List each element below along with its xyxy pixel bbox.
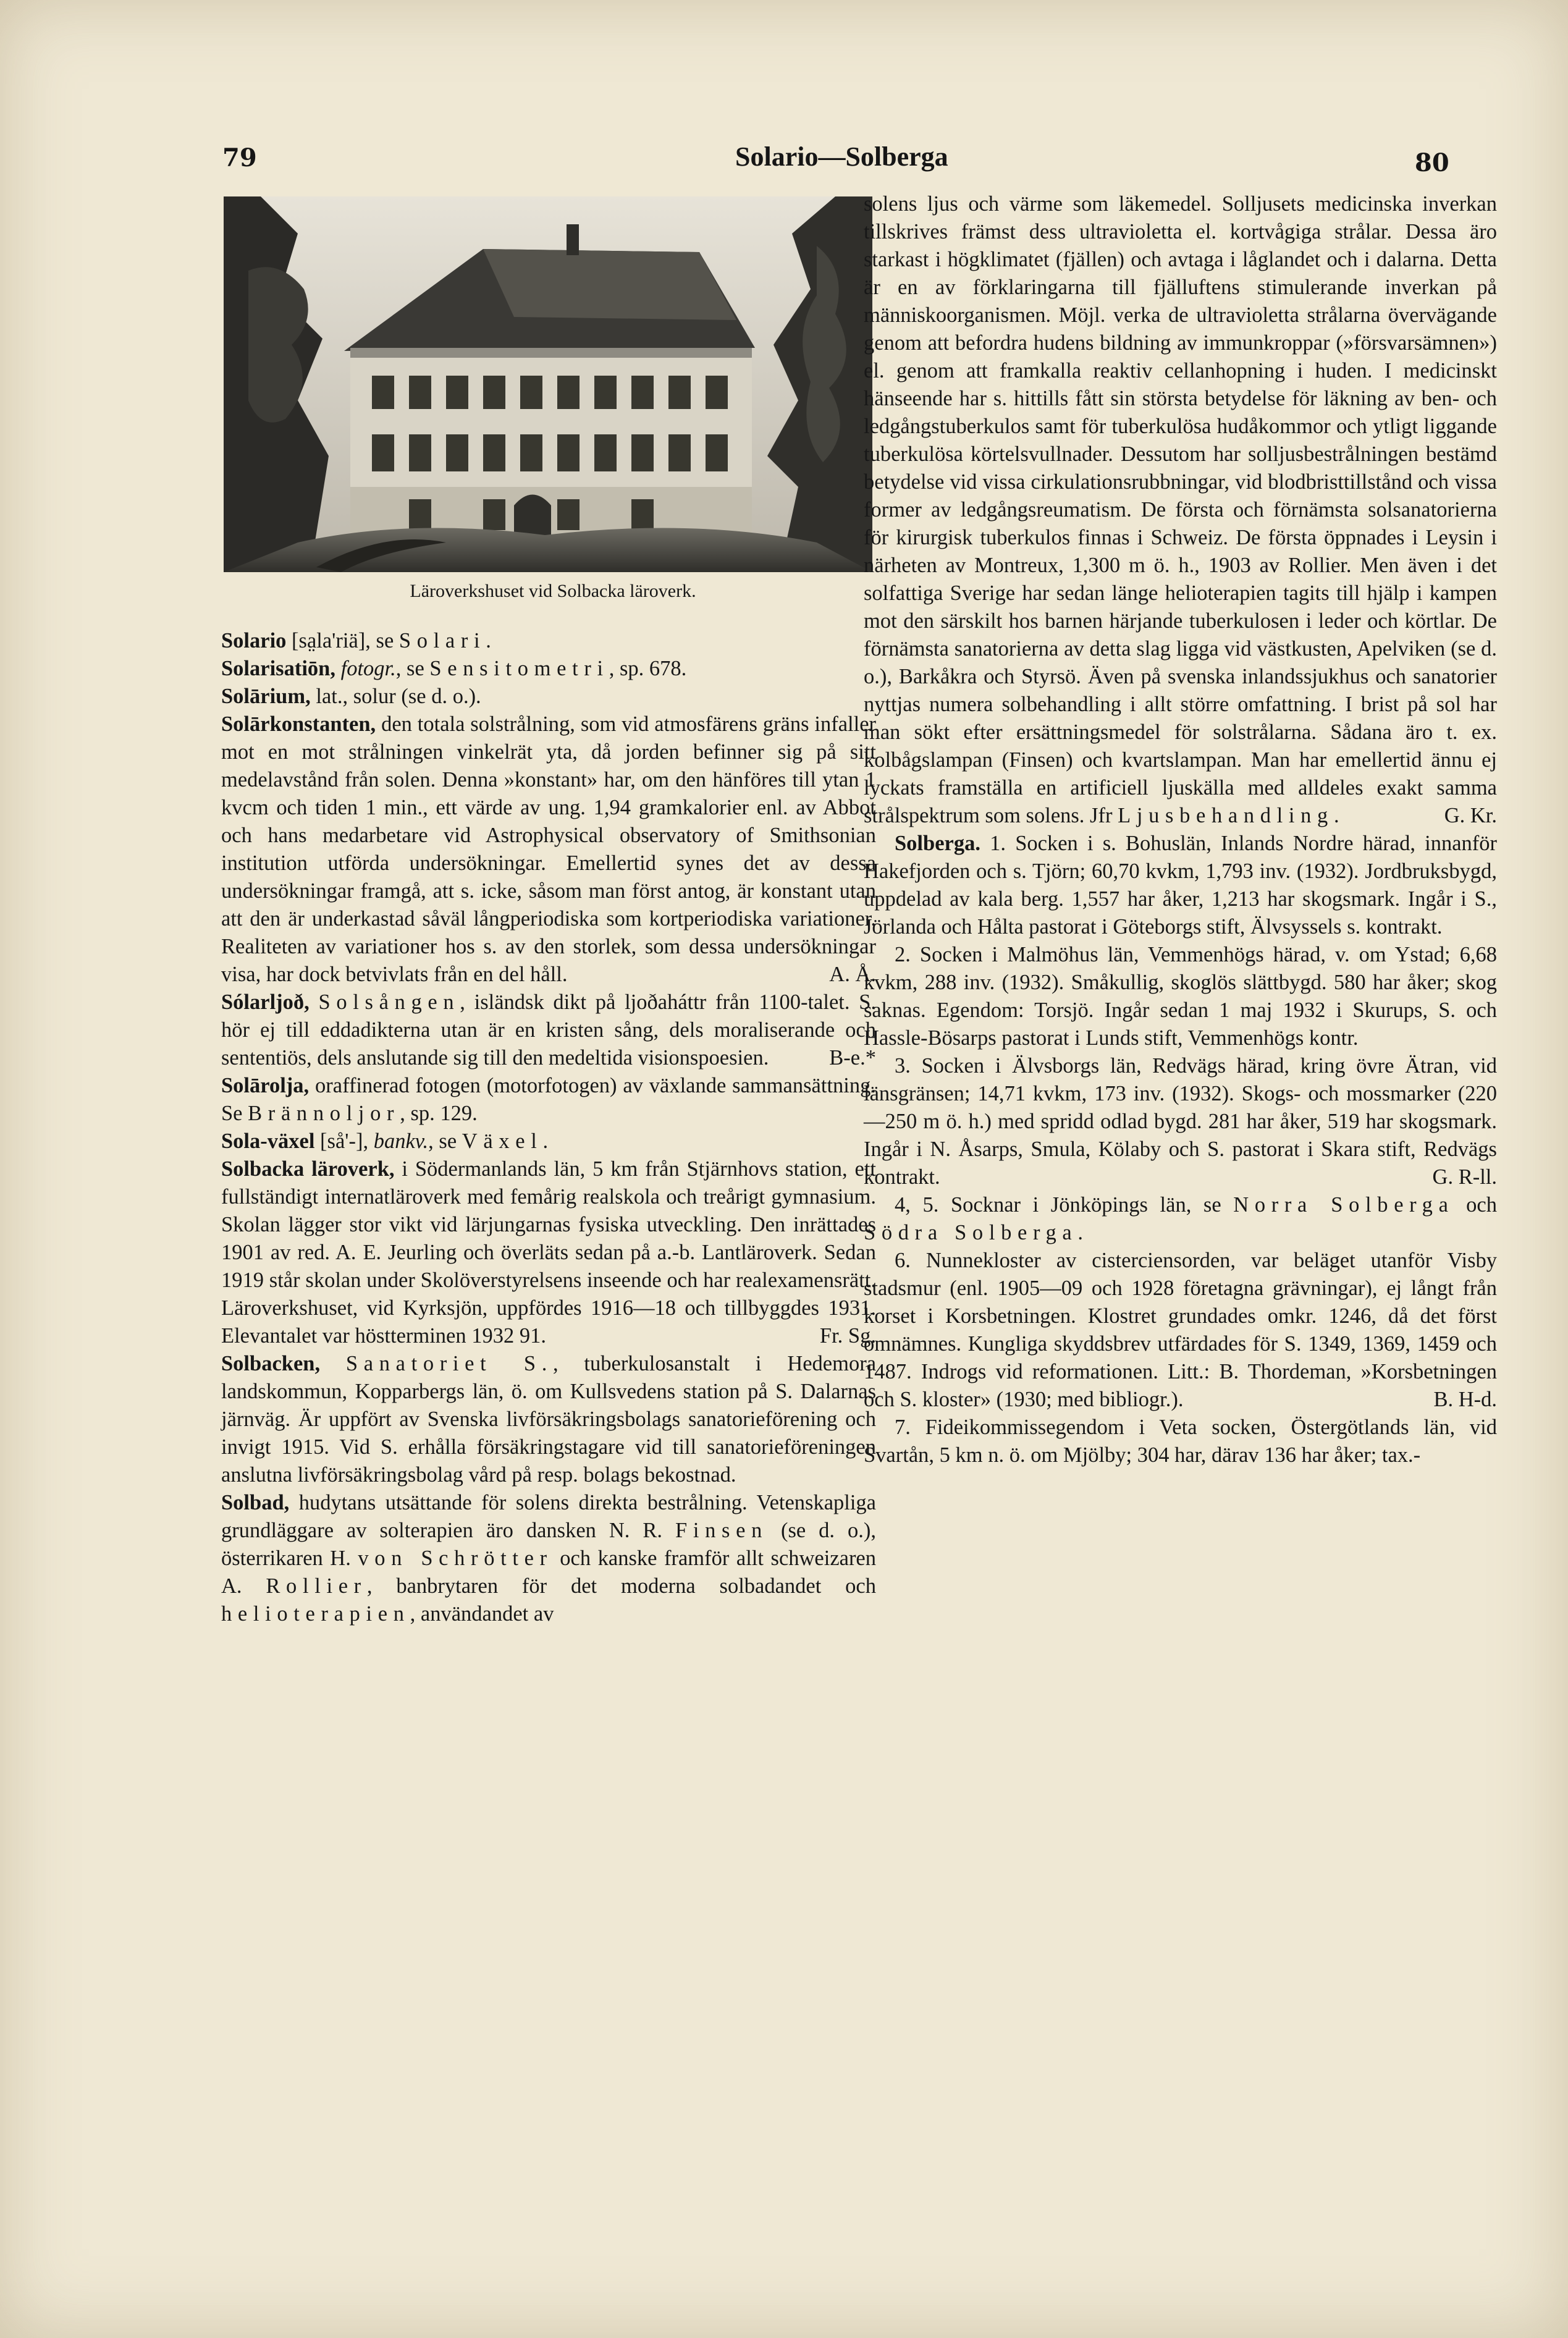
entry-text: hudytans utsättande för solens direkta bestrålning. Vetenskapliga grundläggare av solterapien äro dansken N. R. <box>221 1491 876 1542</box>
headword: Solārolja, <box>221 1074 310 1097</box>
entry-text: , se <box>428 1129 462 1153</box>
solberga-sense-6 <box>864 1247 1497 1414</box>
headword: Sólarljoð, <box>221 990 310 1014</box>
entry-text: i Södermanlands län, 5 km från Stjärnhovs station, ett fullständigt internatläroverk med femårig realskola och treårigt gymnasium. Skolan lägger stor vikt vid lärjungarnas fysiska utveckling. Den inrättades 1901 av red. A. E. Jeurling och överläts sedan på a.-b. Lantläroverk. Sedan 1919 står skolan under Skolöverstyrelsens inseende och har realexamensrätt. Läroverkshuset, vid Kyrksjön, uppfördes 1916—18 och tillbyggdes 1931. Elevantalet var höstterminen 1932 91. <box>221 1157 876 1348</box>
cross-reference: Växel <box>462 1129 543 1153</box>
solberga-sense-3 <box>864 1052 1497 1191</box>
entry-text: , sp. 678. <box>609 657 687 680</box>
entry-solarolja <box>221 1072 876 1128</box>
entry-solarljod <box>221 989 876 1072</box>
entry-text: . <box>1077 1221 1083 1244</box>
cross-reference: Rollier <box>266 1574 367 1598</box>
running-title: Solario—Solberga <box>735 141 948 172</box>
headword: Solberga. <box>895 832 980 855</box>
entry-text: den totala solstrålning, som vid atmosfärens gräns infaller mot en mot strålningen vinkelrät yta, då jorden befinner sig på sitt medelavstånd från solen. Denna »konstant» har, om den hänföres till ytan 1 kvcm och tiden 1 min., ett värde av ung. 1,94 gramkalorier enl. av Abbot och hans medarbetare vid Astrophysical observatory of Smithsonian institution utförda undersökningar. Emellertid synes det av dessa undersökningar framgå, att s. icke, såsom man först antog, är konstant utan att den är underkastad såväl långperiodiska som kortperiodiska variationer. Realiteten av variationer hos s. av den storlek, som dessa undersökningar visa, har dock betvivlats från en del håll. <box>221 712 876 986</box>
entry-text: , banbrytaren för det moderna solbadandet och <box>366 1574 876 1598</box>
entry-solbad <box>221 1489 876 1628</box>
headword: Sola-växel <box>221 1129 315 1153</box>
headword: Solbacka läroverk, <box>221 1157 395 1181</box>
entry-text: 7. Fideikommissegendom i Veta socken, Östergötlands län, vid Svartån, 5 km n. ö. om Mjölby; 304 har, därav 136 har åker; tax.- <box>864 1416 1497 1467</box>
headword: Solbacken, <box>221 1352 321 1375</box>
page-number-left: 79 <box>222 143 257 172</box>
cross-reference: Södra Solberga <box>864 1221 1078 1244</box>
cross-reference: Finsen <box>675 1519 768 1542</box>
entry-text: 1. Socken i s. Bohuslän, Inlands Nordre härad, innanför Hakefjorden och s. Tjörn; 60,70 kvkm, 1,793 inv. (1932). Jordbruksbygd, uppdelad av kala berg. 1,557 har åker, 1,213 har skogsmark. Ingår i S., Jörlanda och Hålta pastorat i Göteborgs stift, Älvsyssels s. kontrakt. <box>864 832 1497 939</box>
cross-reference: Brännoljor <box>248 1102 400 1125</box>
entry-text: 3. Socken i Älvsborgs län, Redvägs härad, kring övre Ätran, vid länsgränsen; 14,71 kvkm, 173 inv. (1932). Skogs- och mossmarker (220—250 m ö. h.) med spridd odlad bygd. 281 har åker, 519 har skogsmark. Ingår i N. Åsarps, Smula, Kölaby och S. pastorat i Skara stift, Redvägs kontrakt. <box>864 1054 1497 1189</box>
headword: Solārkonstanten, <box>221 712 376 736</box>
author-signature: G. Kr. <box>1444 804 1497 827</box>
entry-solario <box>221 627 876 655</box>
entry-text: [sa̤la'riä], se <box>286 629 399 652</box>
entry-solberga <box>864 830 1497 941</box>
entry-text: . <box>1333 804 1339 827</box>
photo-caption: Läroverkshuset vid Solbacka läroverk. <box>410 581 696 601</box>
cross-reference: Sensitometri <box>429 657 609 680</box>
entry-text: (se d. o.), österrikaren H. <box>221 1519 877 1570</box>
entry-text: 4, 5. Socknar i Jönköpings län, se <box>895 1193 1234 1217</box>
school-building-photo <box>224 196 872 572</box>
solberga-sense-7 <box>864 1414 1497 1469</box>
headword: Solbad, <box>221 1491 290 1514</box>
author-signature: B-e.* <box>829 1046 876 1070</box>
entry-text: lat., solur (se d. o.). <box>310 685 481 708</box>
author-signature: B. H-d. <box>1433 1388 1497 1411</box>
headword: Solarisatiōn, <box>221 657 335 680</box>
entry-text: , se <box>395 657 430 680</box>
entry-solarisation <box>221 655 876 683</box>
solberga-sense-4-5 <box>864 1191 1497 1247</box>
entry-sola-vaxel <box>221 1128 876 1155</box>
entry-solarkonstanten <box>221 711 876 989</box>
cross-reference: Ljusbehandling <box>1118 804 1334 827</box>
entry-text: [så'-], <box>314 1129 374 1153</box>
entry-text: och kanske framför allt schweizaren A. <box>221 1547 876 1598</box>
entry-solbacka-laroverk <box>221 1155 876 1350</box>
cross-reference: helioterapien <box>221 1602 410 1626</box>
entry-text: , tuberkulosanstalt i Hedemora landskommun, Kopparbergs län, ö. om Kullsvedens station på S. Dalarnas järnväg. Är uppfört av Svenska livförsäkringsbolags sanatorieförening och invigt 1915. Vid S. erhålla försäkringstagare vid till sanatorieföreningen anslutna livförsäkringsbolag vård på resp. bolags bekostnad. <box>221 1352 877 1487</box>
field-abbreviation: fotogr. <box>335 657 396 680</box>
entry-text: 6. Nunnekloster av cisterciensorden, var beläget utanför Visby stadsmur (enl. 1905—09 och 1928 företagna grävningar), ej långt från korset i Korsbetningen. Klostret grundades omkr. 1246, då det först omnämnes. Kungliga skyddsbrev utfärdades för S. 1349, 1369, 1459 och 1487. Indrogs vid reformationen. Litt.: B. Thordeman, »Korsbetningen och S. kloster» (1930; med bibliogr.). <box>864 1249 1497 1411</box>
author-signature: G. R-ll. <box>1432 1165 1497 1189</box>
photo-image <box>224 196 872 572</box>
cross-reference: Solsången <box>318 990 460 1014</box>
page-number-right: 80 <box>1415 148 1449 177</box>
entry-solarium <box>221 683 876 711</box>
headword: Solario <box>221 629 287 652</box>
cross-reference: Solari <box>398 629 486 652</box>
entry-text: . <box>486 629 491 652</box>
field-abbreviation: bankv. <box>373 1129 429 1153</box>
cross-reference: Norra Solberga <box>1233 1193 1454 1217</box>
cross-reference: von Schrötter <box>358 1547 553 1570</box>
entry-text: och <box>1454 1193 1497 1217</box>
entry-text: solens ljus och värme som läkemedel. Solljusets medicinska inverkan tillskrives främst dess ultravioletta el. kortvågiga strålar. Dessa äro starkast i högklimatet (fjällen) och avtaga i låglandet och i dalarna. Detta är en av förklaringarna till fjälluftens stimulerande inverkan på människoorganismen. Möjl. verka de ultravioletta strålarna övervägande genom att befordra hudens bildning av immunkroppar (»försvarsämnen») el. genom att framkalla reaktiv cellanhopning i huden. I medicinskt hänseende har s. hittills fått sin största betydelse för läkning av ben- och ledgångstuberkulos samt för tuberkulösa hudåkommor och ytligt liggande tuberkulösa körtelsvullnader. Dessutom har solljusbestrålningen bestämd betydelse vid vissa cirkulationsrubbningar, vid blodbristtillstånd och vissa former av ledgångsreumatism. De första och förnämsta solsanatorierna för kirurgisk tuberkulos finnas i Schweiz. De första öppnades i Leysin i närheten av Montreux, 1,300 m ö. h., 1903 av Rollier. Men även i det solfattiga Sverige har sedan länge helioterapien tagits till hjälp i kampen mot den särskilt hos barnen härjande tuberkulosen i leder och körtlar. De förnämsta sanatorierna av detta slag ligga vid västkusten, Apelviken (se d. o.), Barkåkra och Styrsö. Även på svenska inlandssjukhus och sanatorier nyttjas numera solbehandling i allt större omfattning. I brist på sol har man sökt efter ersättningsmedel för solstrålarna. Sådana äro t. ex. kolbågslampan (Finsen) och kvartslampan. Man har emellertid ännu ej lyckats framställa en artificiell ljuskälla med alldeles exakt samma strålspektrum som solens. Jfr <box>864 192 1497 827</box>
entry-text: oraffinerad fotogen (motorfotogen) av växlande sammansättning. Se <box>221 1074 876 1125</box>
entry-text: , användandet av <box>410 1602 554 1626</box>
entry-text: , sp. 129. <box>400 1102 478 1125</box>
author-signature: Fr. Sg. <box>819 1324 876 1348</box>
author-signature: A. Å. <box>829 963 876 986</box>
entry-solbacken <box>221 1350 876 1489</box>
right-column <box>864 190 1497 1469</box>
entry-solbad-continued <box>864 190 1497 830</box>
headword: Solārium, <box>221 685 311 708</box>
entry-text: , isländsk dikt på ljoðaháttr från 1100-talet. S. hör ej till eddadikterna utan är en kristen sång, dels moraliserande och sententiös, dels anslutande sig till den medeltida visionspoesien. <box>221 990 877 1070</box>
entry-text: 2. Socken i Malmöhus län, Vemmenhögs härad, v. om Ystad; 6,68 kvkm, 288 inv. (1932). Småkullig, skoglös slättbygd. 580 har åker; skog saknas. Egendom: Torsjö. Ingår sedan 1 maj 1932 i Skurups, S. och Hassle-Bösarps pastorat i Lunds stift, Vemmenhögs kontr. <box>864 943 1497 1050</box>
solberga-sense-2 <box>864 941 1497 1052</box>
left-column <box>221 627 876 1628</box>
cross-reference: Sanatoriet S. <box>345 1352 553 1375</box>
entry-text: . <box>542 1129 549 1153</box>
